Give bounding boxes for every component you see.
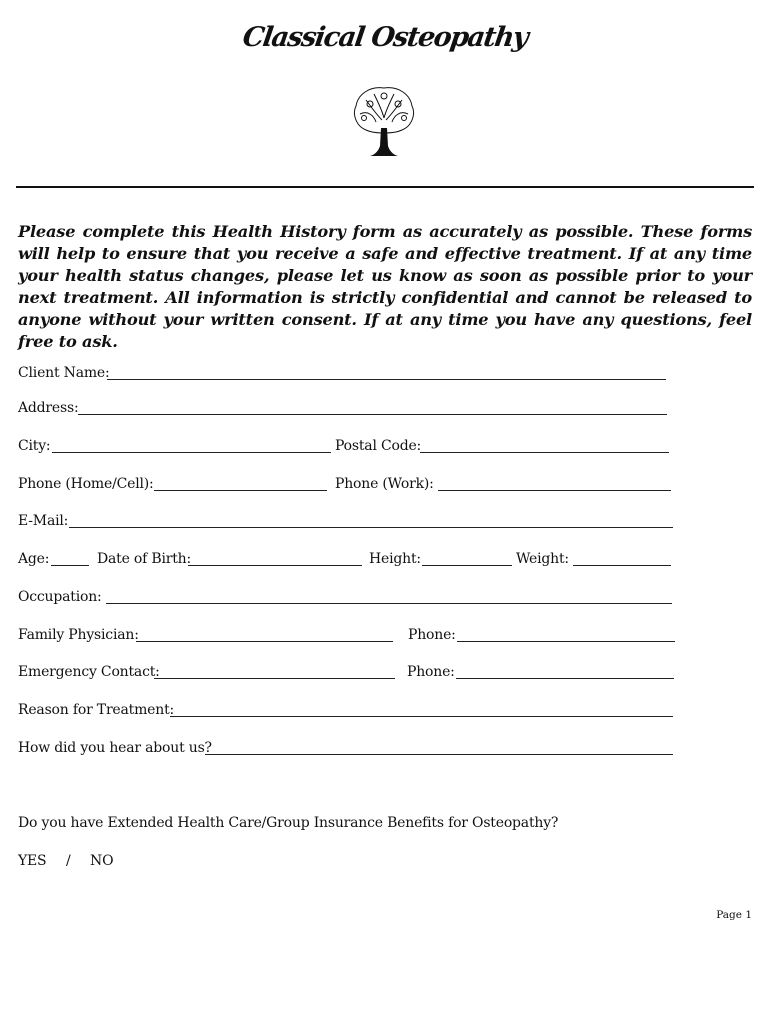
- city-field[interactable]: [52, 452, 331, 453]
- emergency-contact-label: Emergency Contact:: [18, 664, 160, 680]
- physician-phone-field[interactable]: [457, 641, 675, 642]
- intro-paragraph: Please complete this Health History form as accurately as possible. These forms will help to ensure that you receive a safe and effective treatment. If at any time your health status changes, please let us know as soon as possible prior to your next treatment. All information is strictly confidential and cannot be released to anyone without your written consent. If at any time you have any questions, feel free to ask.: [18, 222, 752, 351]
- address-field[interactable]: [78, 414, 667, 415]
- height-label: Height:: [369, 551, 421, 567]
- physician-phone-label: Phone:: [408, 627, 456, 643]
- referral-label: How did you hear about us?: [18, 740, 212, 756]
- no-option[interactable]: NO: [90, 853, 114, 869]
- insurance-question: Do you have Extended Health Care/Group Insurance Benefits for Osteopathy?: [18, 815, 559, 831]
- email-field[interactable]: [69, 527, 673, 528]
- age-label: Age:: [18, 551, 50, 567]
- occupation-label: Occupation:: [18, 589, 102, 605]
- emergency-phone-label: Phone:: [407, 664, 455, 680]
- yes-no-options: [18, 853, 113, 869]
- postal-code-label: Postal Code:: [335, 438, 422, 454]
- tree-logo-icon: [346, 80, 422, 160]
- client-name-field[interactable]: [107, 379, 666, 380]
- family-physician-label: Family Physician:: [18, 627, 139, 643]
- document-title: Classical Osteopathy: [240, 22, 530, 53]
- page-number: Page 1: [716, 909, 752, 921]
- phone-home-label: Phone (Home/Cell):: [18, 476, 154, 492]
- emergency-phone-field[interactable]: [456, 678, 674, 679]
- occupation-field[interactable]: [106, 603, 672, 604]
- weight-field[interactable]: [573, 565, 671, 566]
- phone-work-field[interactable]: [438, 490, 671, 491]
- referral-field[interactable]: [205, 754, 673, 755]
- age-field[interactable]: [51, 565, 89, 566]
- emergency-contact-field[interactable]: [154, 678, 395, 679]
- dob-field[interactable]: [188, 565, 362, 566]
- address-label: Address:: [18, 400, 79, 416]
- height-field[interactable]: [422, 565, 512, 566]
- yes-no-separator: /: [65, 853, 71, 869]
- yes-option[interactable]: YES: [18, 853, 47, 869]
- phone-work-label: Phone (Work):: [335, 476, 434, 492]
- weight-label: Weight:: [516, 551, 569, 567]
- reason-field[interactable]: [170, 716, 673, 717]
- header-divider: [16, 186, 754, 188]
- email-label: E-Mail:: [18, 513, 69, 529]
- reason-label: Reason for Treatment:: [18, 702, 175, 718]
- family-physician-field[interactable]: [136, 641, 393, 642]
- phone-home-field[interactable]: [154, 490, 327, 491]
- city-label: City:: [18, 438, 51, 454]
- dob-label: Date of Birth:: [97, 551, 192, 567]
- postal-code-field[interactable]: [420, 452, 669, 453]
- client-name-label: Client Name:: [18, 365, 110, 381]
